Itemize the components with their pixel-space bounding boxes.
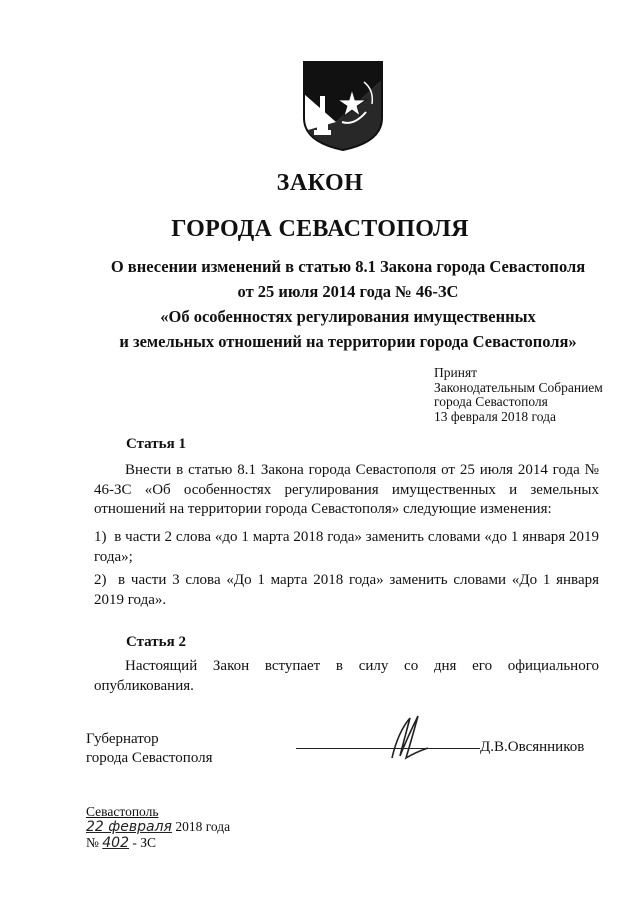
adoption-line: Принят xyxy=(434,365,478,380)
article-1-item-2 xyxy=(94,571,599,610)
article-1-intro-text: Внести в статью 8.1 Закона города Севастополя от 25 июля 2014 года № 46-ЗС «Об особенностях регулирования имущественных и земельных отношений на территории города Севастополя» следующие изменения: xyxy=(94,462,599,517)
article-1-item-1 xyxy=(94,528,599,567)
law-subtitle xyxy=(60,254,636,354)
governor-title xyxy=(86,730,213,767)
signing-date xyxy=(86,819,230,835)
subtitle-line: «Об особенностях регулирования имущественных xyxy=(160,307,536,326)
article-1-item-1-text: 1) в части 2 слова «до 1 марта 2018 года» заменить словами «до 1 января 2019 года»; xyxy=(94,529,599,565)
article-1-intro xyxy=(94,461,599,520)
article-1-item-2-text: 2) в части 3 слова «До 1 марта 2018 года» заменить словами «До 1 января 2019 года». xyxy=(94,572,599,608)
sevastopol-coat-of-arms-icon xyxy=(302,60,384,152)
subtitle-line: и земельных отношений на территории города Севастополя» xyxy=(119,332,577,351)
handwritten-date: 22 февраля xyxy=(86,819,172,835)
article-2-text-content: Настоящий Закон вступает в силу со дня его официального опубликования. xyxy=(94,658,599,694)
subtitle-line: О внесении изменений в статью 8.1 Закона города Севастополя xyxy=(110,257,586,276)
article-1-heading: Статья 1 xyxy=(126,436,186,452)
adoption-line: Законодательным Собранием xyxy=(434,379,603,395)
handwritten-number: 402 xyxy=(102,835,129,851)
number-sign: № xyxy=(86,835,99,850)
number-suffix: - ЗС xyxy=(132,835,157,850)
adoption-line: города Севастополя xyxy=(434,394,548,409)
governor-title-line: Губернатор xyxy=(86,731,159,747)
signing-info xyxy=(86,804,230,851)
signing-year: 2018 года xyxy=(175,819,231,834)
adoption-block xyxy=(434,366,603,424)
article-2-heading: Статья 2 xyxy=(126,634,186,650)
law-title-city: ГОРОДА СЕВАСТОПОЛЯ xyxy=(171,216,469,242)
subtitle-line: от 25 июля 2014 года № 46-ЗС xyxy=(237,282,459,301)
law-title: ЗАКОН xyxy=(276,170,364,196)
signing-city: Севастополь xyxy=(86,804,159,819)
handwritten-signature-icon xyxy=(370,712,440,764)
adoption-date: 13 февраля 2018 года xyxy=(434,408,556,424)
governor-title-line: города Севастополя xyxy=(86,749,213,766)
law-number xyxy=(86,835,230,851)
article-2-text xyxy=(94,657,599,696)
governor-name: Д.В.Овсянников xyxy=(480,739,585,755)
